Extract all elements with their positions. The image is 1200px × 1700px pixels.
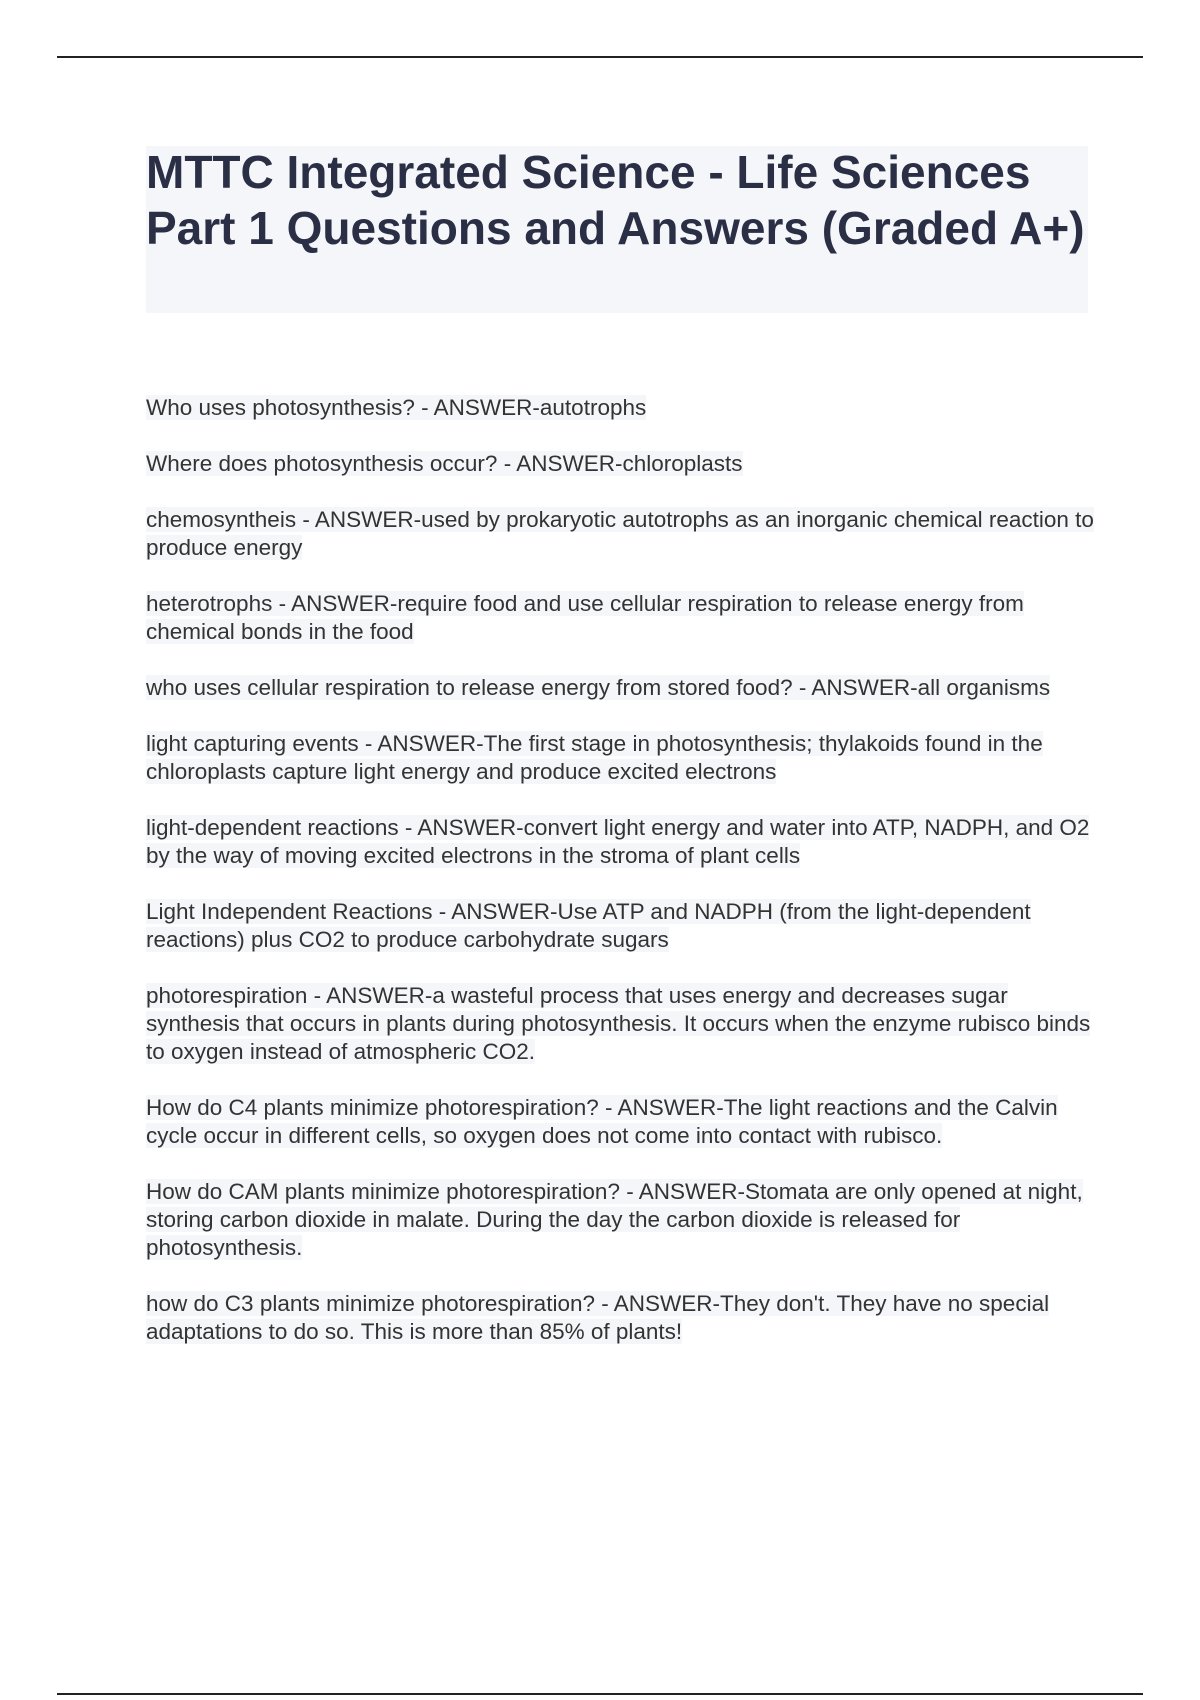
qa-item-text: Light Independent Reactions - ANSWER-Use ATP and NADPH (from the light-dependent reactions) plus CO2 to produce carbohydrate sugars: [146, 899, 1031, 952]
qa-item-text: chemosyntheis - ANSWER-used by prokaryotic autotrophs as an inorganic chemical reaction to produce energy: [146, 507, 1094, 560]
qa-item-11: [146, 1178, 1096, 1262]
qa-item-text: light-dependent reactions - ANSWER-convert light energy and water into ATP, NADPH, and O2 by the way of moving excited electrons in the stroma of plant cells: [146, 815, 1090, 868]
bottom-rule: [57, 1693, 1143, 1695]
qa-item-text: heterotrophs - ANSWER-require food and use cellular respiration to release energy from chemical bonds in the food: [146, 591, 1024, 644]
qa-item-3: [146, 506, 1096, 562]
qa-item-text: How do CAM plants minimize photorespiration? - ANSWER-Stomata are only opened at night, storing carbon dioxide in malate. During the day the carbon dioxide is released for photosynthesis.: [146, 1179, 1083, 1260]
qa-item-text: who uses cellular respiration to release energy from stored food? - ANSWER-all organisms: [146, 675, 1051, 700]
qa-item-text: Who uses photosynthesis? - ANSWER-autotrophs: [146, 395, 647, 420]
qa-item-1: [146, 394, 1096, 422]
qa-item-12: [146, 1290, 1096, 1346]
qa-item-text: How do C4 plants minimize photorespiration? - ANSWER-The light reactions and the Calvin cycle occur in different cells, so oxygen does not come into contact with rubisco.: [146, 1095, 1058, 1148]
qa-item-text: light capturing events - ANSWER-The first stage in photosynthesis; thylakoids found in the chloroplasts capture light energy and produce excited electrons: [146, 731, 1043, 784]
qa-item-10: [146, 1094, 1096, 1150]
qa-item-8: [146, 898, 1096, 954]
qa-item-2: [146, 450, 1096, 478]
qa-item-6: [146, 730, 1096, 786]
top-rule: [57, 56, 1143, 58]
qa-item-text: Where does photosynthesis occur? - ANSWER-chloroplasts: [146, 451, 743, 476]
qa-item-text: how do C3 plants minimize photorespiration? - ANSWER-They don't. They have no special adaptations to do so. This is more than 85% of plants!: [146, 1291, 1050, 1344]
document-title: MTTC Integrated Science - Life Sciences Part 1 Questions and Answers (Graded A+): [146, 146, 1085, 254]
qa-item-9: [146, 982, 1096, 1066]
qa-list: [146, 394, 1096, 1374]
qa-item-4: [146, 590, 1096, 646]
qa-item-5: [146, 674, 1096, 702]
qa-item-7: [146, 814, 1096, 870]
qa-item-text: photorespiration - ANSWER-a wasteful process that uses energy and decreases sugar synthesis that occurs in plants during photosynthesis. It occurs when the enzyme rubisco binds to oxygen instead of atmospheric CO2.: [146, 983, 1091, 1064]
